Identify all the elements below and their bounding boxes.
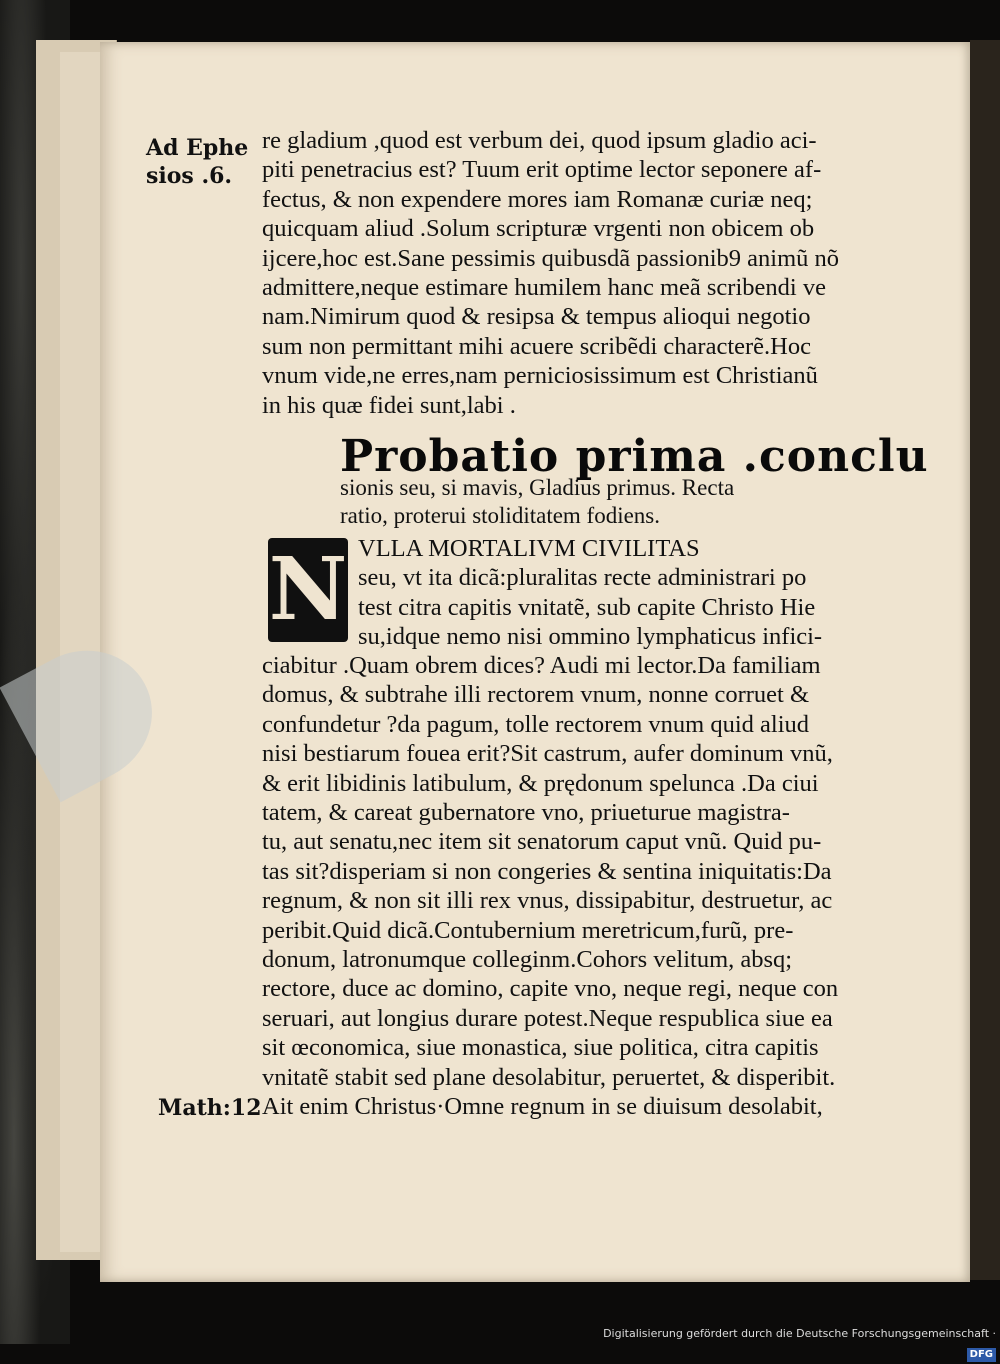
dfg-logo: DFG	[967, 1348, 996, 1362]
text-line: vnum vide,ne erres,nam perniciosissimum est Christianũ	[262, 362, 818, 390]
text-line: quicquam aliud .Solum scripturæ vrgenti non obicem ob	[262, 215, 815, 243]
text-line: ijcere,hoc est.Sane pessimis quibusdã passionib9 animũ nõ	[262, 244, 840, 272]
text-line: ratio, proterui stoliditatem fodiens.	[340, 503, 661, 528]
text-line: donum, latronumque colleginm.Cohors velitum, absq;	[262, 946, 793, 974]
text-line: test citra capitis vnitatẽ, sub capite Christo Hie	[358, 593, 816, 621]
text-line: domus, & subtrahe illi rectorem vnum, nonne corruet &	[262, 681, 810, 709]
text-block-1	[262, 126, 907, 420]
footer-text: Digitalisierung gefördert durch die Deutsche Forschungsgemeinschaft ·	[603, 1327, 996, 1340]
text-line: piti penetracius est? Tuum erit optime lector seponere af-	[262, 156, 822, 184]
text-line: vnitatẽ stabit sed plane desolabitur, peruertet, & disperibit.	[262, 1063, 836, 1091]
initial-letter: N	[268, 539, 348, 640]
text-line: rectore, duce ac domino, capite vno, neque regi, neque con	[262, 975, 839, 1003]
text-line: fectus, & non expendere mores iam Romanæ curiæ neq;	[262, 185, 813, 213]
text-block-2-indented	[358, 534, 908, 652]
text-block-2	[262, 651, 907, 1122]
text-line: confundetur ?da pagum, tolle rectorem vnum quid aliud	[262, 710, 810, 738]
page-edge	[970, 40, 1000, 1280]
decorated-initial	[268, 538, 348, 642]
margin-note-top: Ad Ephe sios .6.	[146, 135, 249, 189]
text-line: regnum, & non sit illi rex vnus, dissipabitur, destruetur, ac	[262, 887, 833, 915]
text-line: re gladium ,quod est verbum dei, quod ipsum gladio aci-	[262, 127, 817, 154]
text-line: seu, vt ita dicã:pluralitas recte administrari po	[358, 564, 807, 592]
text-line: sum non permittant mihi acuere scribẽdi characterẽ.Hoc	[262, 332, 811, 360]
text-line: peribit.Quid dicã.Contubernium meretricum,furũ, pre-	[262, 916, 794, 944]
text-line: Ait enim Christus·Omne regnum in se diuisum desolabit,	[262, 1093, 823, 1121]
text-line: & erit libidinis latibulum, & prędonum spelunca .Da ciui	[262, 769, 819, 797]
text-line: tu, aut senatu,nec item sit senatorum caput vnũ. Quid pu-	[262, 828, 822, 856]
section-subheading	[340, 474, 900, 530]
text-line: nam.Nimirum quod & resipsa & tempus alioqui negotio	[262, 303, 811, 331]
text-line: sit œconomica, siue monastica, siue politica, citra capitis	[262, 1034, 819, 1062]
section-heading: Probatio prima .conclu	[340, 431, 929, 482]
text-line: admittere,neque estimare humilem hanc meã scribendi ve	[262, 274, 826, 302]
text-line: seruari, aut longius durare potest.Neque respublica siue ea	[262, 1004, 833, 1032]
footer-credit	[600, 1324, 1000, 1360]
text-line: VLLA MORTALIVM CIVILITAS	[358, 535, 700, 562]
text-line: ciabitur .Quam obrem dices? Audi mi lector.Da familiam	[262, 652, 821, 679]
text-line: nisi bestiarum fouea erit?Sit castrum, aufer dominum vnũ,	[262, 740, 833, 768]
margin-note-bottom: Math:12	[158, 1095, 262, 1121]
text-line: in his quæ fidei sunt,labi .	[262, 391, 516, 419]
text-line: su,idque nemo nisi ommino lymphaticus infici-	[358, 623, 823, 651]
text-line: sionis seu, si mavis, Gladius primus. Recta	[340, 475, 735, 500]
text-line: tas sit?disperiam si non congeries & sentina iniquitatis:Da	[262, 857, 832, 885]
text-line: tatem, & careat gubernatore vno, priueturue magistra-	[262, 799, 790, 827]
